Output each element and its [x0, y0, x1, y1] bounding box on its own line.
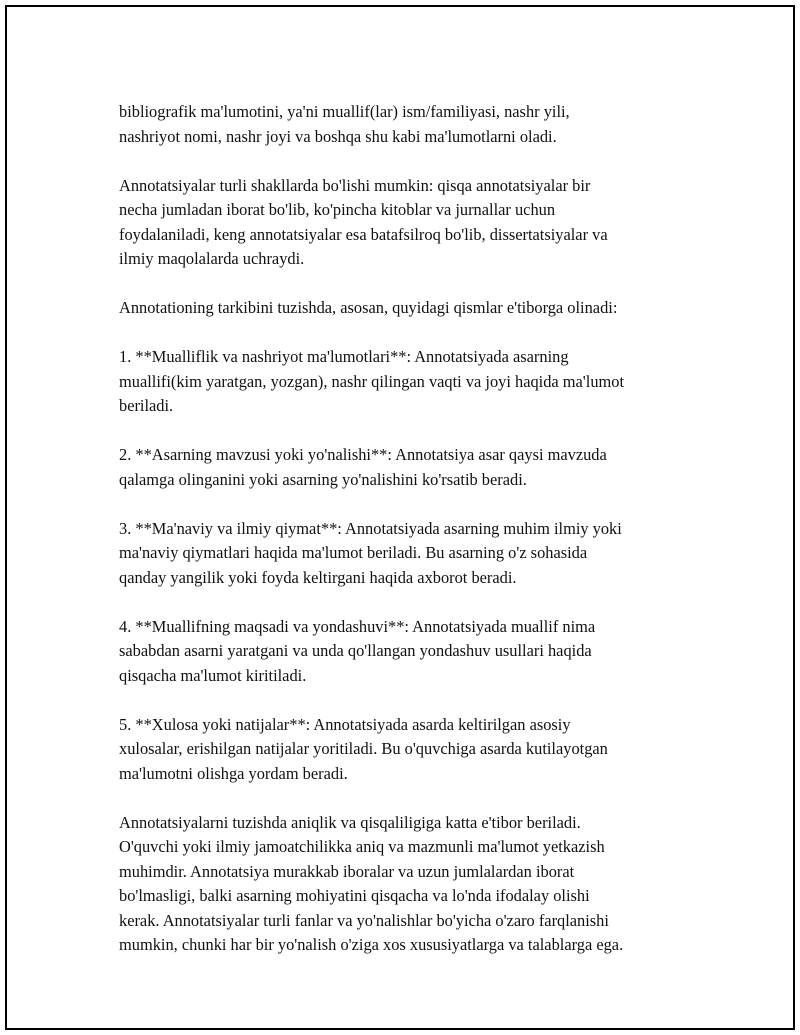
paragraph-closing: Annotatsiyalarni tuzishda aniqlik va qisqaliligiga katta e'tibor beriladi. O'quvchi yoki ilmiy jamoatchilikka aniq va mazmunli ma'lumot yetkazish muhimdir. Annotatsiya murakkab iboralar va uzun jumlalardan iborat bo'lmasligi, balki asarning mohiyatini qisqacha va lo'nda ifodalay olishi kerak. Annotatsiyalar turli fanlar va yo'nalishlar bo'yicha o'zaro farqlanishi mumkin, chunki har bir yo'nalish o'ziga xos xususiyatlarga va talablarga ega.	[119, 812, 624, 954]
paragraph-structure-intro: Annotationing tarkibini tuzishda, asosan, quyidagi qismlar e'tiborga olinadi:	[119, 298, 618, 317]
list-item-value: 3. **Ma'naviy va ilmiy qiymat**: Annotatsiyada asarning muhim ilmiy yoki ma'naviy qiymatlari haqida ma'lumot beriladi. Bu asarning o'z sohasida qanday yangilik yoki foyda keltirgani haqida axborot beradi.	[119, 518, 622, 587]
list-item-authorship: 1. **Mualliflik va nashriyot ma'lumotlari**: Annotatsiyada asarning muallifi(kim yaratgan, yozgan), nashr qilingan vaqti va joyi haqida ma'lumot beriladi.	[119, 347, 625, 415]
list-item-purpose: 4. **Muallifning maqsadi va yondashuvi**: Annotatsiyada muallif nima sababdan asarni yaratgani va unda qo'llangan yondashuv usullari haqida qisqacha ma'lumot kiritiladi.	[119, 616, 596, 685]
document-body	[119, 100, 709, 982]
page-frame	[5, 5, 795, 1030]
paragraph-annotation-forms: Annotatsiyalar turli shakllarda bo'lishi mumkin: qisqa annotatsiyalar bir necha jumladan iborat bo'lib, ko'pincha kitoblar va jurnallar uchun foydalaniladi, keng annotatsiyalar esa batafsilroq bo'lib, dissertatsiyalar va ilmiy maqolalarda uchraydi.	[119, 175, 608, 268]
paragraph-bibliographic-info: bibliografik ma'lumotini, ya'ni muallif(lar) ism/familiyasi, nashr yili, nashriyot nomi, nashr joyi va boshqa shu kabi ma'lumotlarni oladi.	[119, 102, 570, 146]
list-item-conclusion: 5. **Xulosa yoki natijalar**: Annotatsiyada asarda keltirilgan asosiy xulosalar, erishilgan natijalar yoritiladi. Bu o'quvchiga asarda kutilayotgan ma'lumotni olishga yordam beradi.	[119, 714, 608, 783]
list-item-topic: 2. **Asarning mavzusi yoki yo'nalishi**: Annotatsiya asar qaysi mavzuda qalamga olinganini yoki asarning yo'nalishini ko'rsatib beradi.	[119, 445, 607, 489]
